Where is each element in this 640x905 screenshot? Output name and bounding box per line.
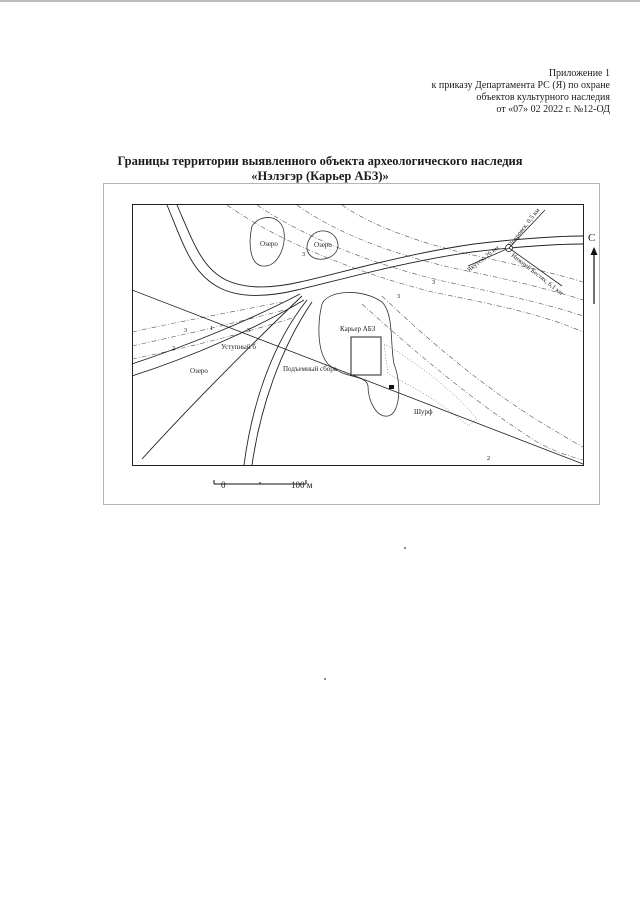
title-line-1: Границы территории выявленного объекта археологического наследия xyxy=(117,154,523,168)
road-edge xyxy=(177,205,583,287)
quarry-label: Карьер АБЗ xyxy=(340,325,376,333)
surface-collection-label: Подъемный сбора xyxy=(283,365,337,373)
contour-line xyxy=(297,205,583,300)
appendix-line-4: от «07» 02 2022 г. №12-ОД xyxy=(496,104,610,115)
road-edge xyxy=(142,296,302,459)
appendix-block xyxy=(432,68,610,116)
appendix-line-1: Приложение 1 xyxy=(548,68,610,79)
contour-line xyxy=(132,310,284,346)
contour-line xyxy=(382,296,583,447)
scale-start-label: 0 xyxy=(221,480,226,490)
lake-label-2: Озеро xyxy=(314,241,332,249)
appendix-line-2: к приказу Департамента РС (Я) по охране xyxy=(431,80,610,91)
quarry-outline xyxy=(319,292,399,416)
page-title xyxy=(80,154,560,184)
contour-line xyxy=(362,304,583,460)
contour-number: 2 xyxy=(172,346,175,352)
scan-speck xyxy=(404,547,406,549)
scale-end-label: 100 м xyxy=(291,480,313,490)
contour-number: 1 xyxy=(210,326,213,332)
title-line-2: «Нэлэгэр (Карьер АБЗ)» xyxy=(251,169,389,183)
contour-line xyxy=(132,318,292,359)
contour-number: 3 xyxy=(247,328,250,334)
top-rule xyxy=(0,0,640,2)
quarry-pit-rect xyxy=(351,337,381,375)
contour-number: 3 xyxy=(432,280,435,286)
lake-label-3: Озеро xyxy=(190,367,208,375)
ledge-label: Уступный б xyxy=(221,343,256,351)
road-label-pokrovsk: Покровск, 0,5 км xyxy=(507,207,542,249)
road-edge xyxy=(252,302,312,465)
road-label-yakutsk: Якутск, 26 км xyxy=(466,244,501,274)
road-label-bestyakh: Нижний Бестях, 6,1 км xyxy=(509,252,565,297)
north-arrow-icon xyxy=(589,246,599,306)
contour-number: 3 xyxy=(184,328,187,334)
appendix-line-3: объектов культурного наследия xyxy=(476,92,610,103)
contour-number: 2 xyxy=(487,456,490,462)
test-pit-label: Шурф xyxy=(414,408,433,416)
lake-label-1: Озеро xyxy=(260,240,278,248)
boundary-line xyxy=(132,290,583,464)
scan-speck xyxy=(324,678,326,680)
contour-line xyxy=(132,302,282,332)
north-label: С xyxy=(588,232,596,244)
contour-number: 3 xyxy=(302,252,305,258)
test-pit-marker xyxy=(389,385,394,389)
contour-number: 3 xyxy=(397,294,400,300)
